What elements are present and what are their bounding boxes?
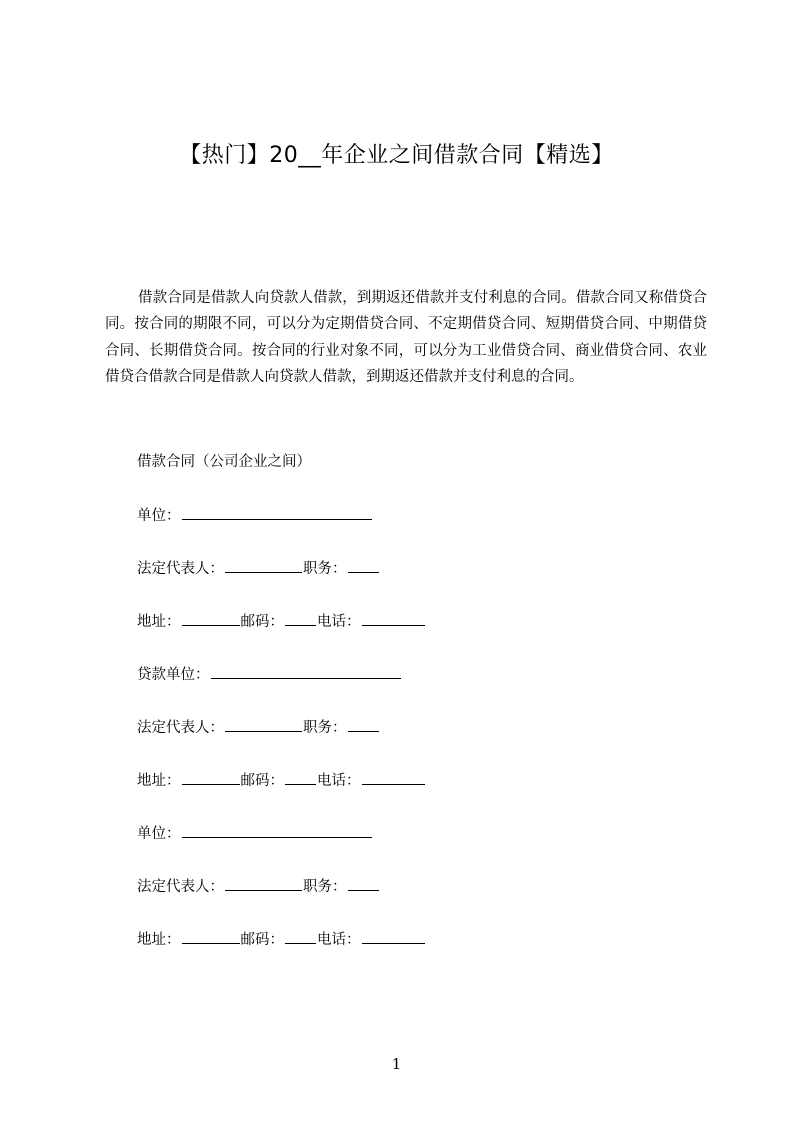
legal-rep-label: 法定代表人： <box>137 879 224 895</box>
legal-rep-blank <box>225 876 302 891</box>
document-title: 【热门】20__年企业之间借款合同【精选】 <box>179 143 614 168</box>
legal-rep-label: 法定代表人： <box>137 720 224 736</box>
phone-label: 电话： <box>317 932 361 948</box>
borrower-unit-line <box>137 505 373 526</box>
lender-unit-line <box>137 664 402 685</box>
position-label: 职务： <box>303 879 347 895</box>
phone-blank <box>362 611 425 626</box>
legal-rep-label: 法定代表人： <box>137 561 224 577</box>
legal-rep-blank <box>225 558 302 573</box>
phone-label: 电话： <box>317 773 361 789</box>
postcode-label: 邮码： <box>240 614 284 630</box>
guarantor-address-line <box>137 929 426 950</box>
phone-blank <box>362 770 425 785</box>
position-blank <box>348 717 379 732</box>
phone-label: 电话： <box>317 614 361 630</box>
address-label: 地址： <box>137 614 181 630</box>
borrower-legal-rep-line <box>137 558 380 579</box>
position-blank <box>348 876 379 891</box>
address-blank <box>182 770 240 785</box>
position-label: 职务： <box>303 720 347 736</box>
position-label: 职务： <box>303 561 347 577</box>
guarantor-unit-line <box>137 823 373 844</box>
position-blank <box>348 558 379 573</box>
address-label: 地址： <box>137 773 181 789</box>
postcode-blank <box>285 929 316 944</box>
lender-address-line <box>137 770 426 791</box>
intro-paragraph: 借款合同是借款人向贷款人借款，到期返还借款并支付利息的合同。借款合同又称借贷合同。按合同的期限不同，可以分为定期借贷合同、不定期借贷合同、短期借贷合同、中期借贷合同、长期借贷合同。按合同的行业对象不同，可以分为工业借贷合同、商业借贷合同、农业借贷合借款合同是借款人向贷款人借款，到期返还借款并支付利息的合同。 <box>105 290 707 385</box>
unit-label: 单位： <box>137 826 181 842</box>
postcode-label: 邮码： <box>240 773 284 789</box>
unit-label: 单位： <box>137 508 181 524</box>
postcode-label: 邮码： <box>240 932 284 948</box>
phone-blank <box>362 929 425 944</box>
lender-unit-blank <box>211 664 401 679</box>
lender-unit-label: 贷款单位： <box>137 667 210 683</box>
borrower-address-line <box>137 611 426 632</box>
guarantor-legal-rep-line <box>137 876 380 897</box>
address-blank <box>182 929 240 944</box>
unit-blank <box>182 823 372 838</box>
lender-legal-rep-line <box>137 717 380 738</box>
postcode-blank <box>285 611 316 626</box>
postcode-blank <box>285 770 316 785</box>
contract-heading: 借款合同（公司企业之间） <box>137 454 311 470</box>
legal-rep-blank <box>225 717 302 732</box>
address-blank <box>182 611 240 626</box>
unit-blank <box>182 505 372 520</box>
address-label: 地址： <box>137 932 181 948</box>
page-number: 1 <box>391 1055 402 1073</box>
